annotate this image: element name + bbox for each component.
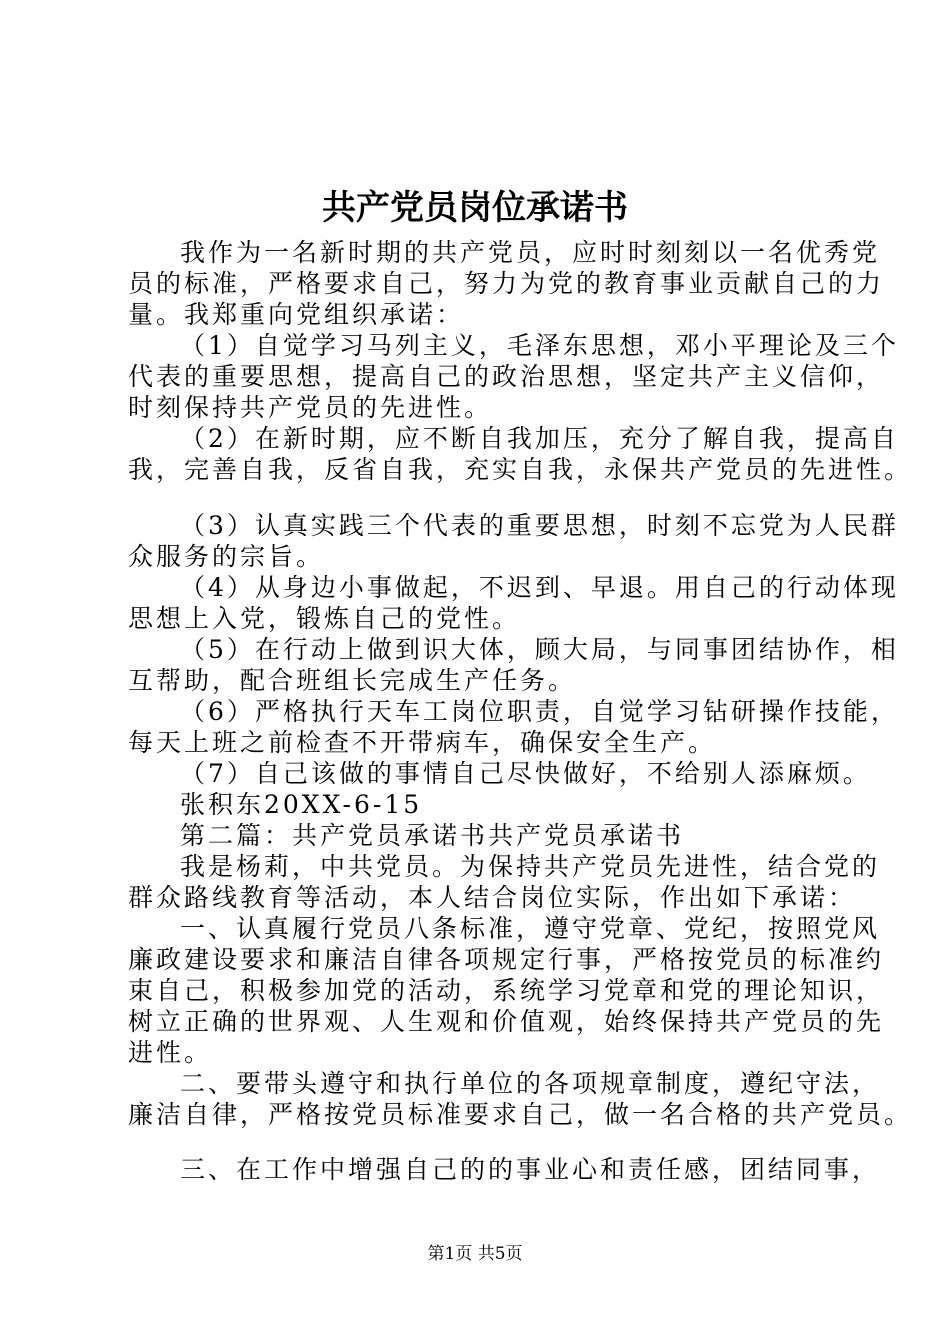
paragraph-line: （1）自觉学习马列主义，毛泽东思想，邓小平理论及三个: [180, 331, 899, 360]
paragraph-line: 我是杨莉，中共党员。为保持共产党员先进性，结合党的: [180, 852, 881, 881]
paragraph-line: 一、认真履行党员八条标准，遵守党章、党纪，按照党风: [180, 914, 881, 943]
paragraph-line: 我作为一名新时期的共产党员，应时时刻刻以一名优秀党: [180, 238, 881, 267]
paragraph-line: 群众路线教育等活动，本人结合岗位实际，作出如下承诺：: [128, 883, 857, 912]
paragraph-line: 进性。: [128, 1038, 213, 1067]
paragraph-line: 树立正确的世界观、人生观和价值观，始终保持共产党员的先: [128, 1007, 885, 1036]
paragraph-line: （4）从身边小事做起，不迟到、早退。用自己的行动体现: [180, 573, 899, 602]
paragraph-line: 时刻保持共产党员的先进性。: [128, 393, 493, 422]
paragraph-line: 二、要带头遵守和执行单位的各项规章制度，遵纪守法，: [180, 1069, 881, 1098]
paragraph-line: （5）在行动上做到识大体，顾大局，与同事团结协作，相: [180, 635, 899, 664]
paragraph-line: 众服务的宗旨。: [128, 542, 325, 571]
document-title: 共产党员岗位承诺书: [322, 188, 628, 228]
paragraph-line: 思想上入党，锻炼自己的党性。: [128, 604, 521, 633]
paragraph-line: 代表的重要思想，提高自己的政治思想，坚定共产主义信仰，: [128, 362, 885, 391]
section-heading-line: 第二篇：共产党员承诺书共产党员承诺书: [180, 821, 685, 850]
paragraph-line: （3）认真实践三个代表的重要思想，时刻不忘党为人民群: [180, 511, 899, 540]
paragraph-line: 互帮助，配合班组长完成生产任务。: [128, 666, 577, 695]
paragraph-line: 廉政建设要求和廉洁自律各项规定行事，严格按党员的标准约: [128, 945, 885, 974]
signature-date-line: 张积东20XX-6-15: [180, 790, 423, 819]
paragraph-line: 束自己，积极参加党的活动，系统学习党章和党的理论知识，: [128, 976, 885, 1005]
paragraph-line: （7）自己该做的事情自己尽快做好，不给别人添麻烦。: [180, 759, 871, 788]
paragraph-line: 三、在工作中增强自己的的事业心和责任感，团结同事，: [180, 1155, 881, 1184]
paragraph-line: 廉洁自律，严格按党员标准要求自己，做一名合格的共产党员。: [128, 1100, 913, 1129]
paragraph-line: 员的标准，严格要求自己，努力为党的教育事业贡献自己的力: [128, 269, 885, 298]
page-number-footer: 第1页 共5页: [427, 1244, 523, 1264]
paragraph-line: （2）在新时期，应不断自我加压，充分了解自我，提高自: [180, 424, 899, 453]
paragraph-line: 我，完善自我，反省自我，充实自我，永保共产党员的先进性。: [128, 455, 913, 484]
paragraph-line: （6）严格执行天车工岗位职责，自觉学习钻研操作技能，: [180, 697, 899, 726]
paragraph-line: 每天上班之前检查不开带病车，确保安全生产。: [128, 728, 717, 757]
paragraph-line: 量。我郑重向党组织承诺：: [128, 300, 465, 329]
